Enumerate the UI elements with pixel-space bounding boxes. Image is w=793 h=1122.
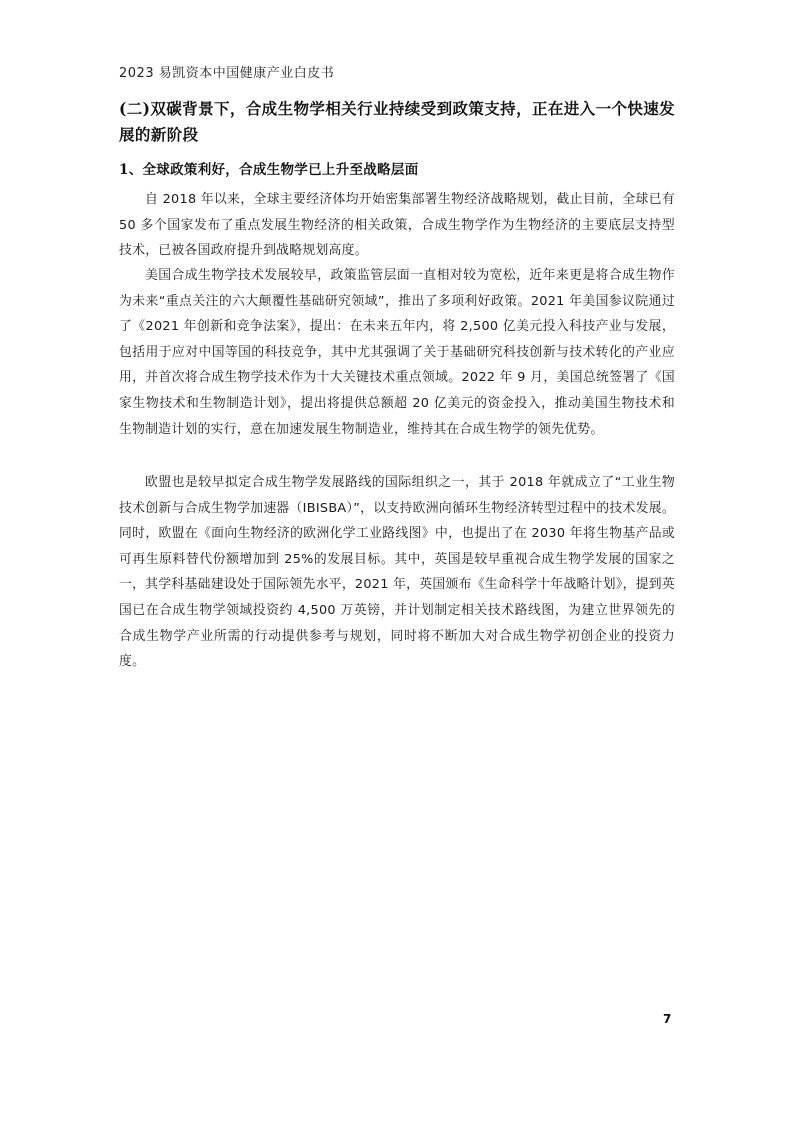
- running-header: 2023 易凯资本中国健康产业白皮书: [119, 66, 335, 81]
- body-paragraph: 美国合成生物学技术发展较早，政策监管层面一直相对较为宽松，近年来更是将合成生物作为未来“重点关注的六大颠覆性基础研究领域”，推出了多项利好政策。2021 年美国参议院通过了《2021 年创新和竞争法案》，提出：在未来五年内，将 2,500 亿美元投入科技产业与发展，包括用于应对中国等国的科技竞争，其中尤其强调了关于基础研究科技创新与技术转化的产业应用，并首次将合成生物学技术作为十大关键技术重点领域。2022 年 9 月，美国总统签署了《国家生物技术和生物制造计划》，提出将提供总额超 20 亿美元的资金投入，推动美国生物技术和生物制造计划的实行，意在加速发展生物制造业，维持其在合成生物学的领先优势。: [119, 268, 675, 437]
- body-paragraph: 自 2018 年以来，全球主要经济体均开始密集部署生物经济战略规划，截止目前，全球已有 50 多个国家发布了重点发展生物经济的相关政策，合成生物学作为生物经济的主要底层支持型技术，已被各国政府提升到战略规划高度。: [119, 192, 675, 259]
- subsection-title: 1、全球政策利好，合成生物学已上升至战略层面: [119, 162, 419, 178]
- section-title: (二)双碳背景下，合成生物学相关行业持续受到政策支持，正在进入一个快速发展的新阶段: [119, 99, 676, 144]
- page-number: 7: [663, 1012, 672, 1026]
- body-paragraph: 欧盟也是较早拟定合成生物学发展路线的国际组织之一，其于 2018 年就成立了“工业生物技术创新与合成生物学加速器（IBISBA）”，以支持欧洲向循环生物经济转型过程中的技术发展。同时，欧盟在《面向生物经济的欧洲化学工业路线图》中，也提出了在 2030 年将生物基产品或可再生原料替代份额增加到 25%的发展目标。其中，英国是较早重视合成生物学发展的国家之一，其学科基础建设处于国际领先水平，2021 年，英国颁布《生命科学十年战略计划》，提到英国已在合成生物学领域投资约 4,500 万英镑，并计划制定相关技术路线图，为建立世界领先的合成生物学产业所需的行动提供参考与规划，同时将不断加大对合成生物学初创企业的投资力度。: [119, 475, 675, 670]
